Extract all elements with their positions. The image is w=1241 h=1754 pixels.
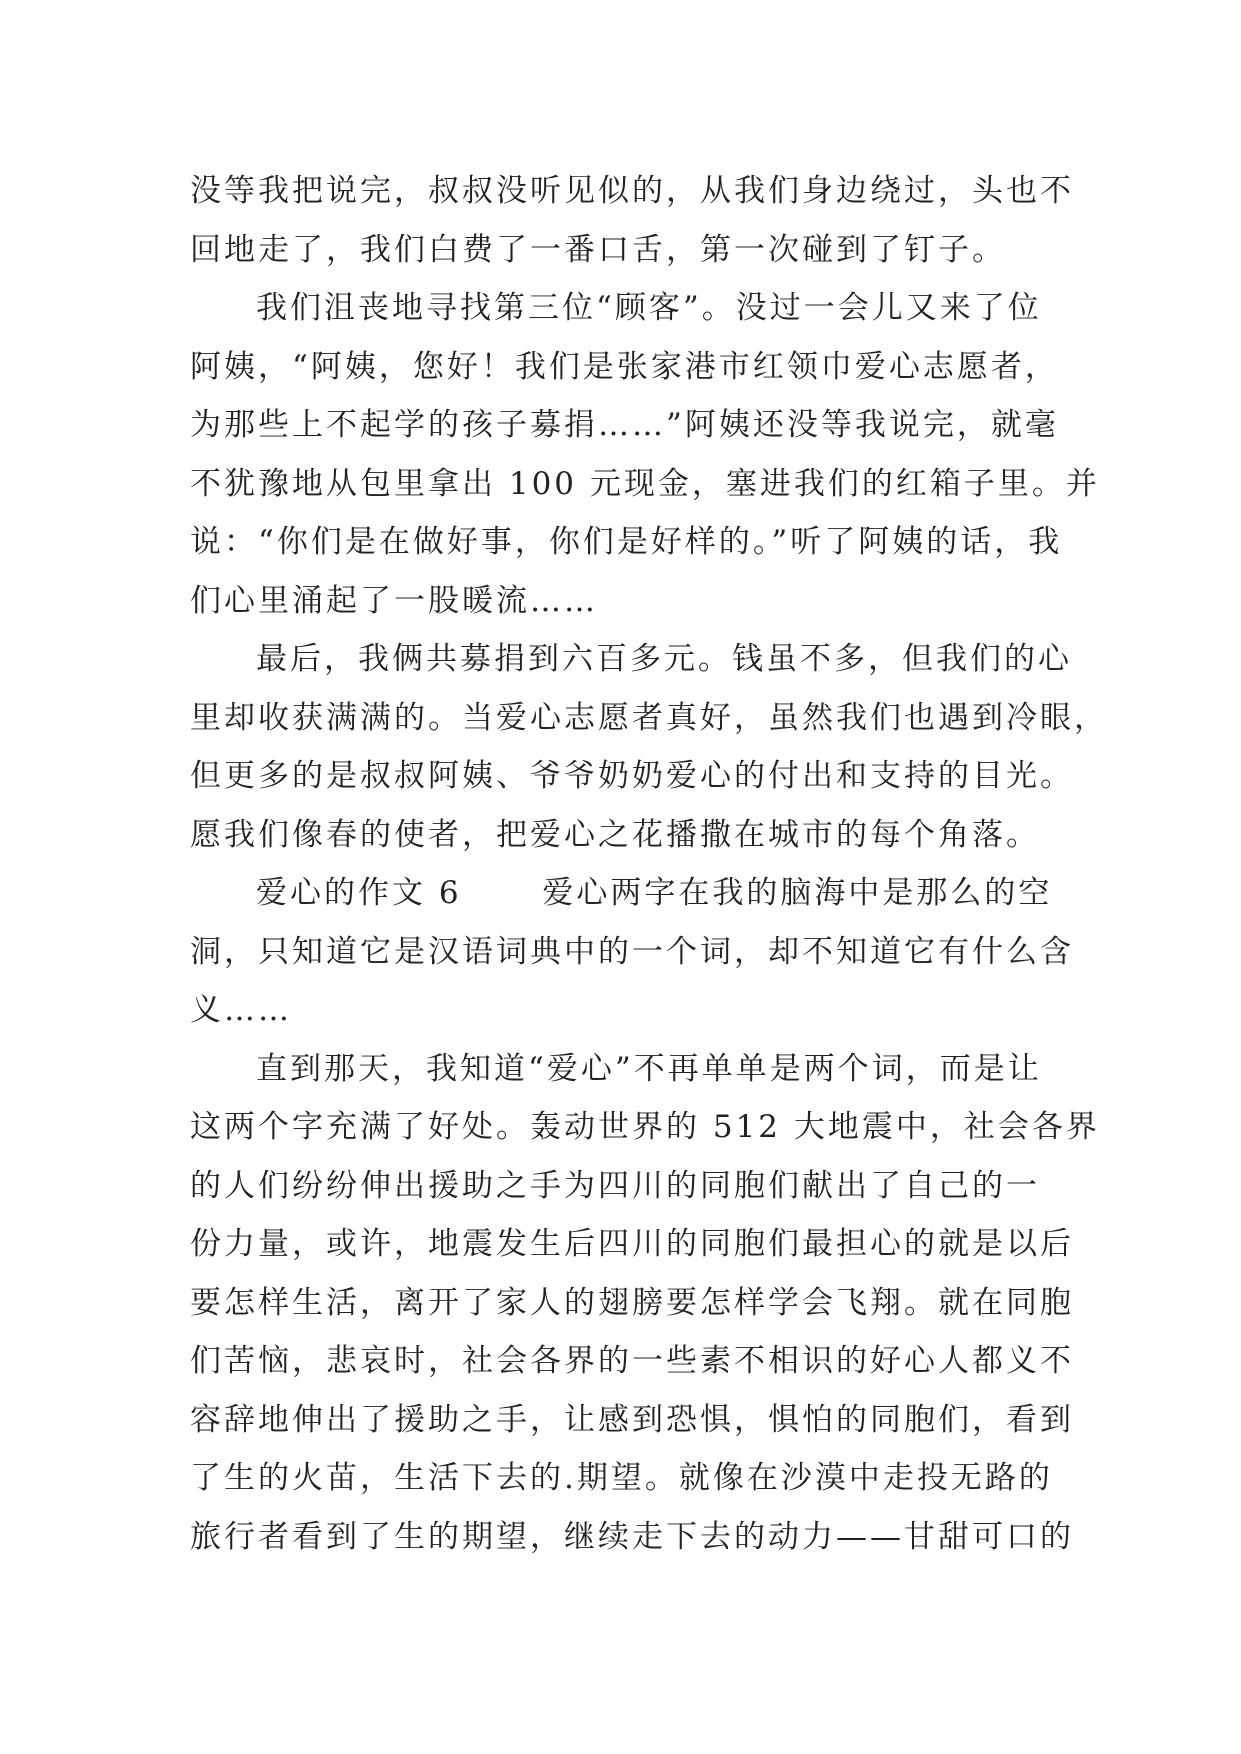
text-line: 阿姨，“阿姨，您好！我们是张家港市红领巾爱心志愿者， [190, 348, 1059, 385]
text-line: 回地走了，我们白费了一番口舌，第一次碰到了钉子。 [190, 231, 1006, 268]
text-line: 里却收获满满的。当爱心志愿者真好，虽然我们也遇到冷眼， [190, 699, 1108, 736]
text-line: 的人们纷纷伸出援助之手为四川的同胞们献出了自己的一 [190, 1167, 1040, 1204]
text-line: 洞，只知道它是汉语词典中的一个词，却不知道它有什么含 [190, 933, 1074, 970]
text-line: 为那些上不起学的孩子募捐……”阿姨还没等我说完，就毫 [190, 407, 1059, 443]
body-text [190, 162, 1108, 1566]
text-line: 容辞地伸出了援助之手，让感到恐惧，惧怕的同胞们，看到 [190, 1401, 1074, 1438]
text-line: 们心里涌起了一股暖流…… [190, 582, 598, 619]
text-line: 但更多的是叔叔阿姨、爷爷奶奶爱心的付出和支持的目光。 [190, 758, 1074, 794]
text-line: 没等我把说完，叔叔没听见似的，从我们身边绕过，头也不 [190, 173, 1074, 209]
text-line: 份力量，或许，地震发生后四川的同胞们最担心的就是以后 [190, 1226, 1074, 1262]
text-line: 说：“你们是在做好事，你们是好样的。”听了阿姨的话，我 [190, 524, 1063, 560]
text-line: 要怎样生活，离开了家人的翅膀要怎样学会飞翔。就在同胞 [190, 1284, 1074, 1321]
text-line: 不犹豫地从包里拿出 100 元现金，塞进我们的红箱子里。并 [190, 465, 1100, 502]
text-line: 直到那天，我知道“爱心”不再单单是两个词，而是让 [256, 1050, 1042, 1087]
text-line: 爱心的作文 6 爱心两字在我的脑海中是那么的空 [256, 875, 1053, 911]
text-line: 愿我们像春的使者，把爱心之花播撒在城市的每个角落。 [190, 816, 1040, 853]
text-line: 最后，我俩共募捐到六百多元。钱虽不多，但我们的心 [256, 641, 1072, 677]
text-line: 旅行者看到了生的期望，继续走下去的动力——甘甜可口的 [190, 1518, 1074, 1555]
text-line: 这两个字充满了好处。轰动世界的 512 大地震中，社会各界 [190, 1109, 1100, 1145]
text-line: 们苦恼，悲哀时，社会各界的一些素不相识的好心人都义不 [190, 1343, 1074, 1379]
text-line: 了生的火苗，生活下去的.期望。就像在沙漠中走投无路的 [190, 1460, 1053, 1496]
text-line: 义…… [190, 992, 292, 1028]
text-line: 我们沮丧地寻找第三位“顾客”。没过一会儿又来了位 [256, 290, 1042, 326]
